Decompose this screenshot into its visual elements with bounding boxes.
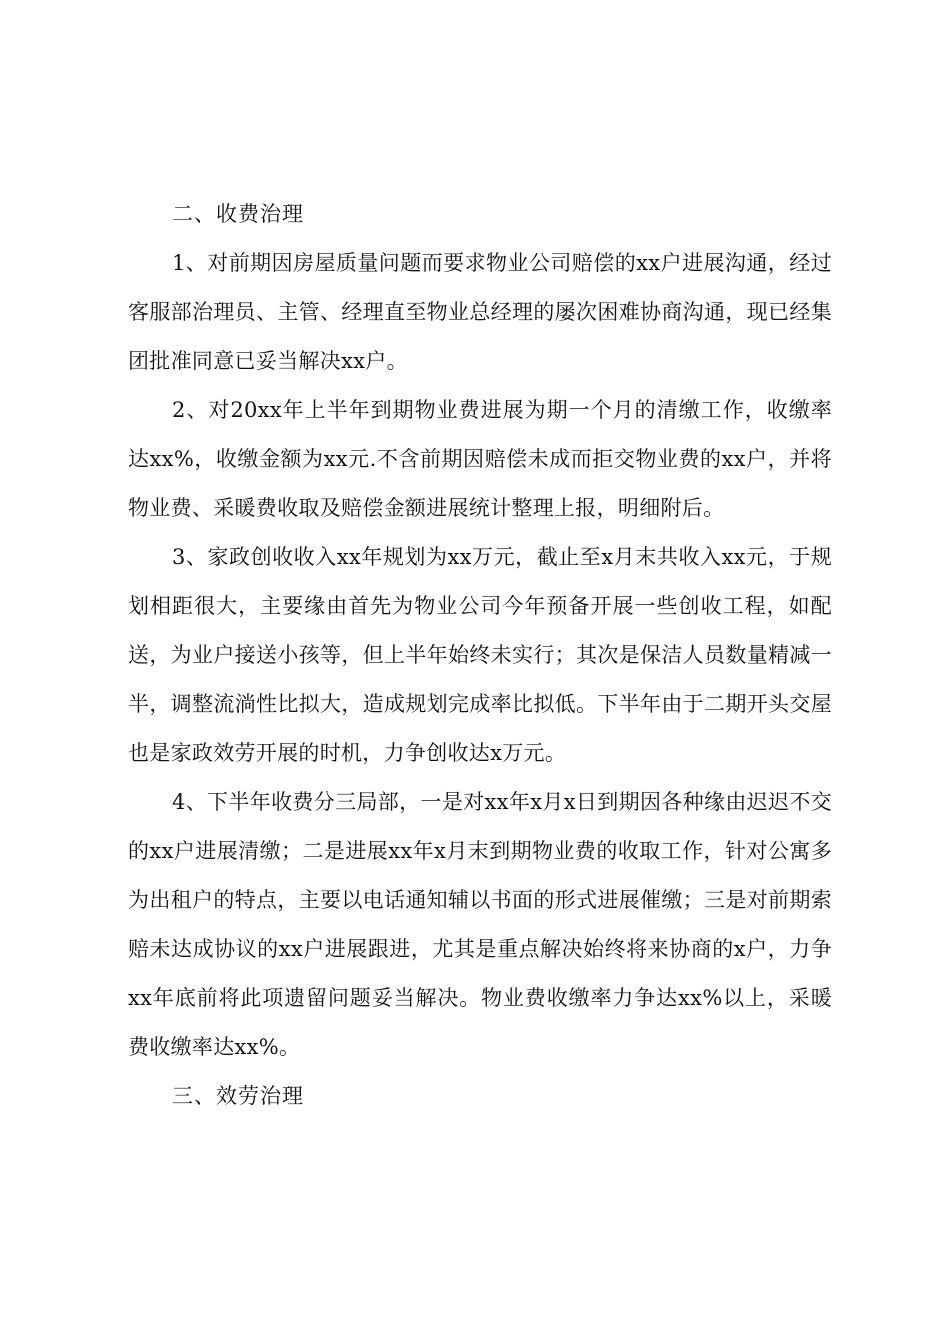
paragraph-4: 4、下半年收费分三局部，一是对xx年x月x日到期因各种缘由迟迟不交的xx户进展清缴；二是进展xx年x月末到期物业费的收取工作，针对公寓多为出租户的特点，主要以电话通知辅以书面的形式进展催缴；三是对前期索赔未达成协议的xx户进展跟进，尤其是重点解决始终将来协商的x户，力争xx年底前将此项遗留问题妥当解决。物业费收缴率力争达xx%以上，采暖费收缴率达xx%。 (128, 790, 832, 1059)
document-body (128, 190, 832, 1121)
section-heading-service-management: 三、效劳治理 (172, 1084, 304, 1108)
section-heading-fee-management: 二、收费治理 (172, 202, 304, 226)
paragraph-1: 1、对前期因房屋质量问题而要求物业公司赔偿的xx户进展沟通，经过客服部治理员、主管、经理直至物业总经理的屡次困难协商沟通，现已经集团批准同意已妥当解决xx户。 (128, 251, 832, 373)
paragraph-3: 3、家政创收收入xx年规划为xx万元，截止至x月末共收入xx元，于规划相距很大，主要缘由首先为物业公司今年预备开展一些创收工程，如配送，为业户接送小孩等，但上半年始终未实行；其次是保洁人员数量精减一半，调整流淌性比拟大，造成规划完成率比拟低。下半年由于二期开头交屋也是家政效劳开展的时机，力争创收达x万元。 (128, 545, 832, 765)
paragraph-2: 2、对20xx年上半年到期物业费进展为期一个月的清缴工作，收缴率达xx%，收缴金额为xx元.不含前期因赔偿未成而拒交物业费的xx户，并将物业费、采暖费收取及赔偿金额进展统计整理上报，明细附后。 (128, 398, 832, 520)
